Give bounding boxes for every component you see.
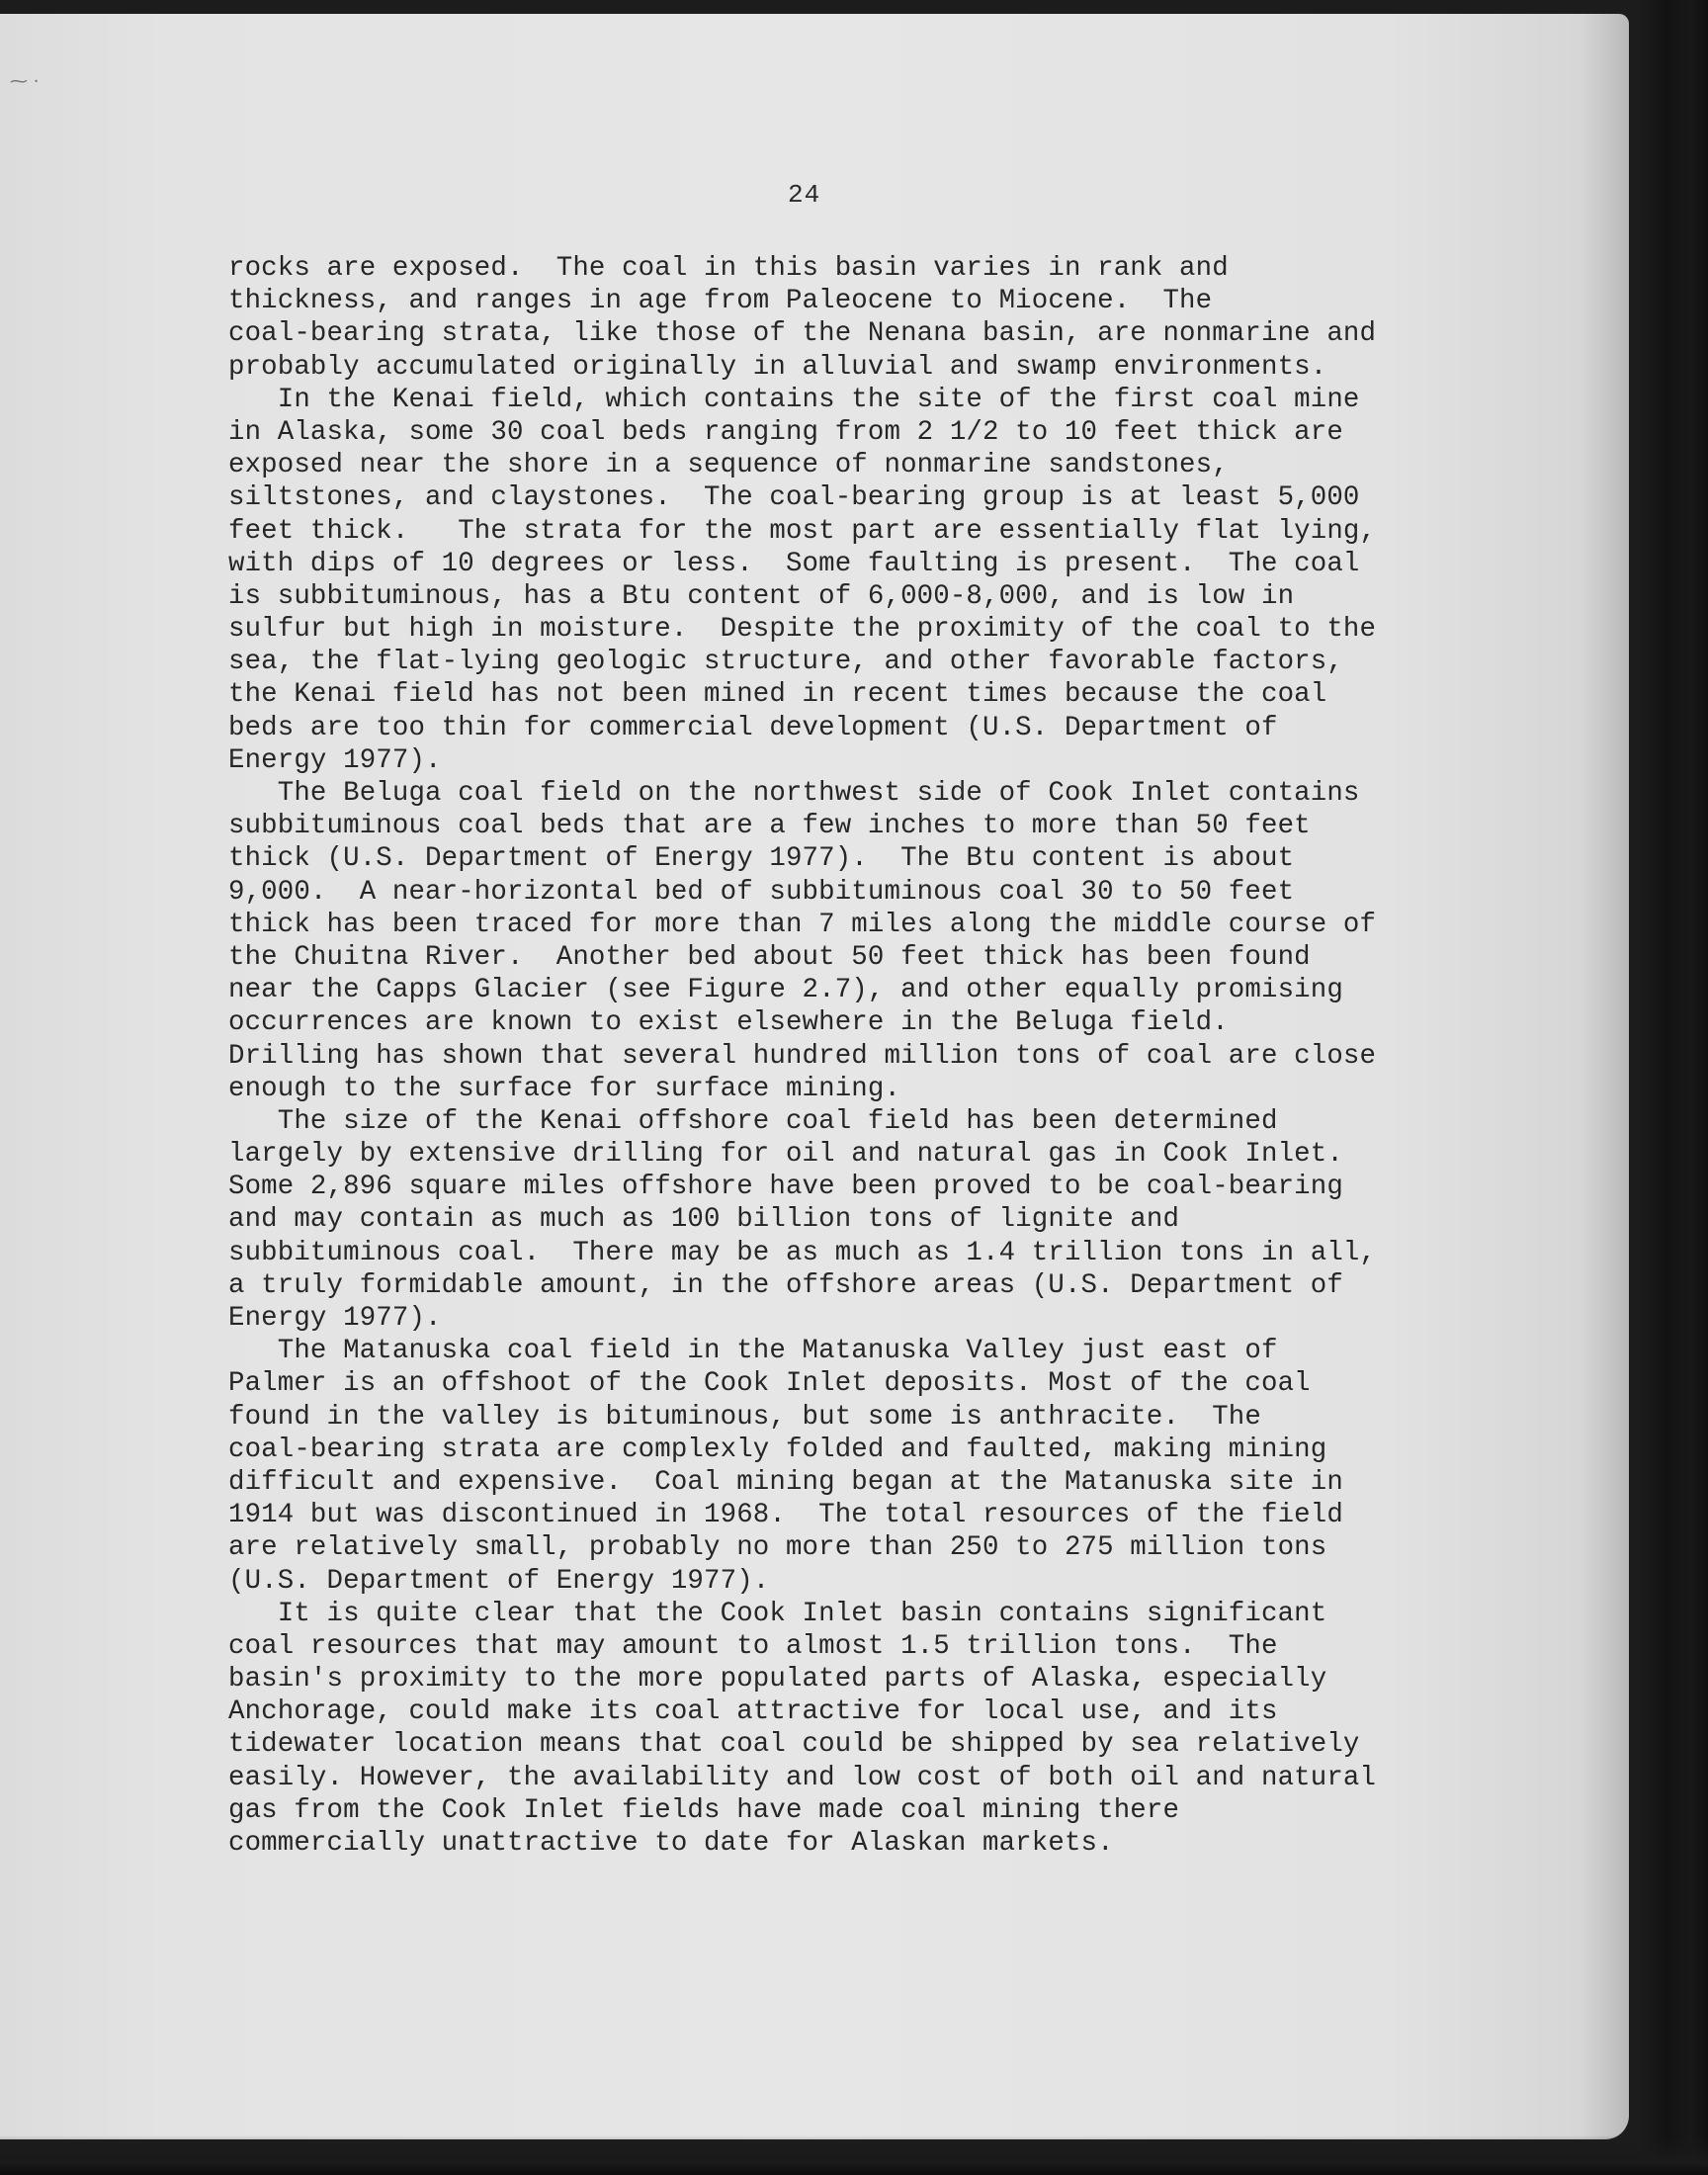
- text-line: and may contain as much as 100 billion tons of lignite and: [228, 1204, 1180, 1236]
- text-line: the Kenai field has not been mined in recent times because the coal: [228, 679, 1327, 711]
- text-line: sulfur but high in moisture. Despite the proximity of the coal to the: [228, 614, 1377, 646]
- binding-shadow: [1639, 0, 1708, 2175]
- text-line: Energy 1977).: [228, 744, 442, 776]
- text-line: Energy 1977).: [228, 1303, 442, 1334]
- text-line: subbituminous coal beds that are a few inches to more than 50 feet: [228, 811, 1311, 842]
- text-line: (U.S. Department of Energy 1977).: [228, 1565, 770, 1597]
- text-line: The Beluga coal field on the northwest side of Cook Inlet contains: [228, 778, 1360, 809]
- text-line: occurrences are known to exist elsewhere in the Beluga field.: [228, 1007, 1229, 1039]
- text-line: coal-bearing strata, like those of the Nenana basin, are nonmarine and: [228, 318, 1377, 350]
- text-line: largely by extensive drilling for oil and natural gas in Cook Inlet.: [228, 1139, 1343, 1171]
- text-line: with dips of 10 degrees or less. Some faulting is present. The coal: [228, 548, 1360, 579]
- text-line: rocks are exposed. The coal in this basin varies in rank and: [228, 253, 1229, 284]
- text-line: coal-bearing strata are complexly folded and faulted, making mining: [228, 1434, 1327, 1465]
- text-line: Palmer is an offshoot of the Cook Inlet deposits. Most of the coal: [228, 1368, 1311, 1400]
- text-line: in Alaska, some 30 coal beds ranging from 2 1/2 to 10 feet thick are: [228, 416, 1343, 448]
- paper-sheet: [0, 14, 1629, 2139]
- text-line: exposed near the shore in a sequence of nonmarine sandstones,: [228, 450, 1229, 481]
- text-line: tidewater location means that coal could be shipped by sea relatively: [228, 1729, 1360, 1761]
- text-line: sea, the flat-lying geologic structure, and other favorable factors,: [228, 647, 1343, 678]
- page-number: 24: [788, 180, 821, 210]
- text-line: 9,000. A near-horizontal bed of subbituminous coal 30 to 50 feet: [228, 876, 1295, 908]
- text-line: is subbituminous, has a Btu content of 6,000-8,000, and is low in: [228, 580, 1295, 612]
- text-line: It is quite clear that the Cook Inlet basin contains significant: [228, 1598, 1327, 1629]
- text-line: commercially unattractive to date for Alaskan markets.: [228, 1828, 1114, 1859]
- body-text: [228, 252, 1414, 1860]
- text-line: siltstones, and claystones. The coal-bearing group is at least 5,000: [228, 482, 1360, 514]
- text-line: subbituminous coal. There may be as much as 1.4 trillion tons in all,: [228, 1237, 1377, 1268]
- text-line: Anchorage, could make its coal attractive for local use, and its: [228, 1696, 1278, 1728]
- text-line: 1914 but was discontinued in 1968. The total resources of the field: [228, 1500, 1343, 1531]
- bottom-edge-shadow: [0, 2135, 1708, 2175]
- text-line: a truly formidable amount, in the offshore areas (U.S. Department of: [228, 1269, 1343, 1301]
- text-line: The size of the Kenai offshore coal field has been determined: [228, 1105, 1278, 1137]
- text-line: easily. However, the availability and low cost of both oil and natural: [228, 1762, 1377, 1793]
- text-line: The Matanuska coal field in the Matanuska Valley just east of: [228, 1336, 1278, 1367]
- text-line: enough to the surface for surface mining.: [228, 1073, 901, 1104]
- text-line: near the Capps Glacier (see Figure 2.7), and other equally promising: [228, 975, 1343, 1006]
- text-line: found in the valley is bituminous, but some is anthracite. The: [228, 1401, 1261, 1433]
- text-line: beds are too thin for commercial development (U.S. Department of: [228, 712, 1278, 743]
- text-line: the Chuitna River. Another bed about 50 feet thick has been found: [228, 941, 1311, 973]
- scan-artifact: ⁓ ·: [10, 71, 40, 92]
- text-line: thick (U.S. Department of Energy 1977). The Btu content is about: [228, 843, 1295, 875]
- text-line: feet thick. The strata for the most part are essentially flat lying,: [228, 515, 1377, 547]
- text-line: difficult and expensive. Coal mining began at the Matanuska site in: [228, 1466, 1343, 1498]
- text-line: are relatively small, probably no more than 250 to 275 million tons: [228, 1532, 1327, 1564]
- text-line: In the Kenai field, which contains the site of the first coal mine: [228, 384, 1360, 415]
- text-line: probably accumulated originally in alluvial and swamp environments.: [228, 351, 1327, 383]
- text-line: Drilling has shown that several hundred million tons of coal are close: [228, 1040, 1377, 1072]
- text-line: thick has been traced for more than 7 miles along the middle course of: [228, 909, 1377, 940]
- text-line: Some 2,896 square miles offshore have been proved to be coal-bearing: [228, 1172, 1343, 1203]
- text-line: basin's proximity to the more populated parts of Alaska, especially: [228, 1664, 1327, 1696]
- text-line: coal resources that may amount to almost 1.5 trillion tons. The: [228, 1630, 1278, 1662]
- text-line: thickness, and ranges in age from Paleocene to Miocene. The: [228, 286, 1213, 317]
- text-line: gas from the Cook Inlet fields have made coal mining there: [228, 1794, 1180, 1826]
